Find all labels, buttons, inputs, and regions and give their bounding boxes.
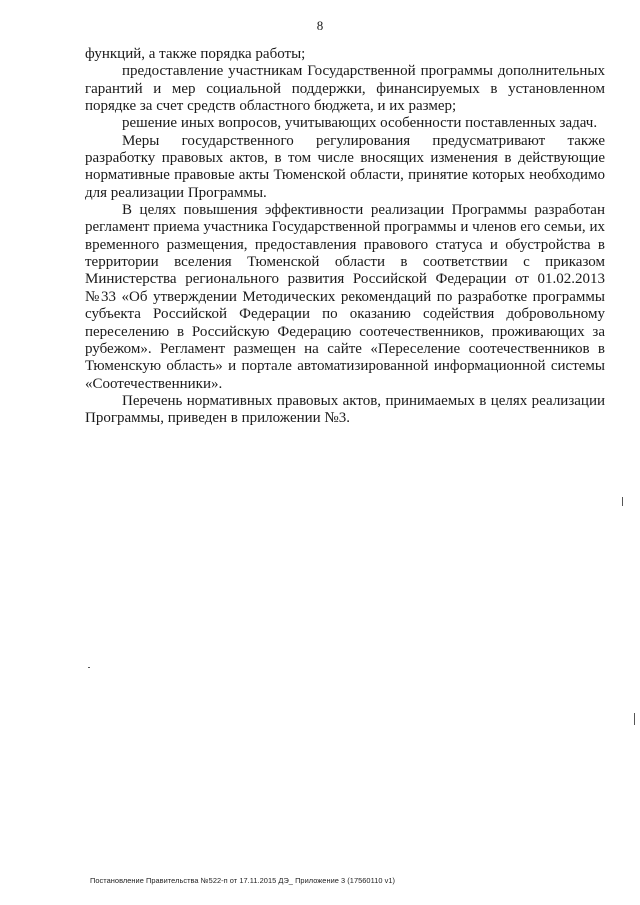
paragraph-other-questions: решение иных вопросов, учитывающих особенности поставленных задач. bbox=[122, 115, 598, 132]
scan-mark bbox=[634, 713, 635, 725]
paragraph-continuation: функций, а также порядка работы; bbox=[85, 46, 306, 62]
paragraph-guarantees: предоставление участникам Государственной программы дополнительных гарантий и мер социальной поддержки, финансируемых в установленном порядке за счет средств областного бюджета, и их размер; bbox=[85, 63, 605, 115]
document-body bbox=[85, 46, 605, 428]
page-number: 8 bbox=[316, 18, 324, 33]
document-footer: Постановление Правительства №522-п от 17.11.2015 ДЭ_ Приложение 3 (17560110 v1) bbox=[90, 876, 396, 885]
paragraph-state-regulation: Меры государственного регулирования предусматривают также разработку правовых актов, в том числе вносящих изменения в действующие нормативные правовые акты Тюменской области, принятие которых необходимо для реализации Программы. bbox=[85, 132, 605, 201]
paragraph-legal-acts-list: Перечень нормативных правовых актов, принимаемых в целях реализации Программы, приведен в приложении №3. bbox=[85, 392, 605, 427]
scan-mark bbox=[622, 497, 623, 506]
paragraph-reception-regulation: В целях повышения эффективности реализации Программы разработан регламент приема участника Государственной программы и членов его семьи, их временного размещения, предоставления правового статуса и обустройства в территории вселения Тюменской области в соответствии с приказом Министерства регионального развития Российской Федерации от 01.02.2013 №33 «Об утверждении Методических рекомендаций по разработке программы субъекта Российской Федерации по оказанию содействия добровольному переселению в Российскую Федерацию соотечественников, проживающих за рубежом». Регламент размещен на сайте «Переселение соотечественников в Тюменскую область» и портале автоматизированной информационной системы «Соотечественники». bbox=[85, 202, 605, 392]
scan-mark bbox=[88, 667, 90, 668]
